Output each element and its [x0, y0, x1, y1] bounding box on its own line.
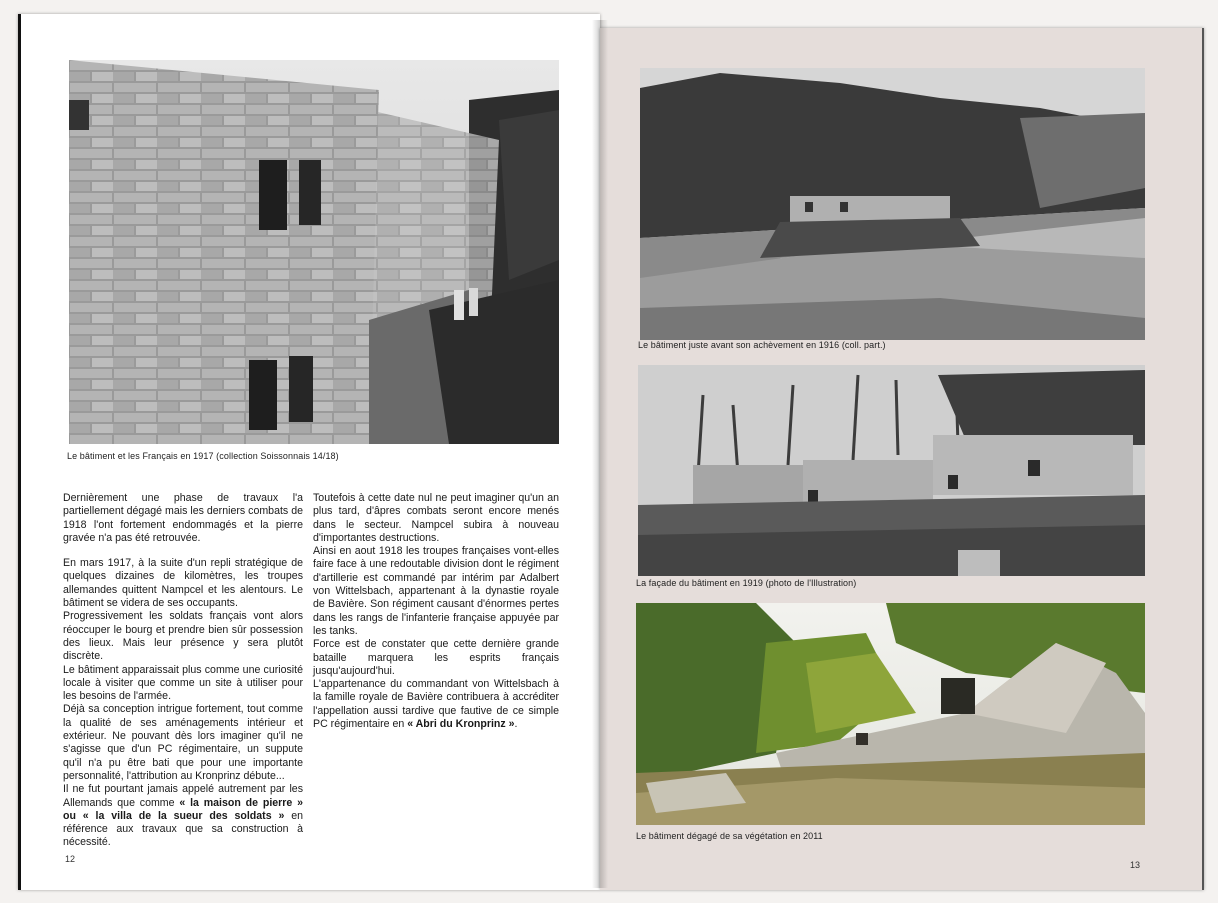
paragraph: Ainsi en aout 1918 les troupes françaises vont-elles faire face à une redoutable division dont le régiment d'artillerie est commandé par intérim par Adalbert von Wittelsbach, appartenant à la dynastie royale de Bavière. Son régiment causant d'énormes pertes dans les rangs de l'infanterie française appuyée par les tanks. — [313, 545, 559, 637]
paragraph: Déjà sa conception intrigue fortement, tout comme la qualité de ses aménagements intérieur et extérieur. Ne pouvant dès lors imaginer qu'il ne s'agisse que d'un PC régimentaire, un suppute qu'il n'a pu être bati que pour une importante personnalité, l'attribution au Kronprinz débute... — [63, 703, 303, 782]
photo-1919-caption: La façade du bâtiment en 1919 (photo de l'Illustration) — [636, 578, 857, 588]
text-run: . — [514, 718, 518, 731]
paragraph: Le bâtiment apparaissait plus comme une curiosité locale à visiter que comme un site à utiliser pour les besoins de l'armée. — [63, 663, 303, 703]
photo-1917-caption: Le bâtiment et les Français en 1917 (collection Soissonnais 14/18) — [67, 451, 339, 461]
photo-1919-facade — [638, 365, 1145, 576]
text-run: Il ne fut pourtant jamais appelé autrement par les Allemands que comme — [63, 783, 303, 809]
photo-2011-building-cleared — [636, 603, 1145, 825]
paragraph: Force est de constater que cette dernière grande bataille marquera les esprits français jusqu'aujourd'hui. — [313, 638, 559, 677]
text-run: L'appartenance du commandant von Wittelsbach à la famille royale de Bavière contribuera à accréditer l'appellation aussi tardive que fautive de ce simple PC régimentaire en — [313, 678, 559, 731]
paragraph: Dernièrement une phase de travaux l'a partiellement dégagé mais les derniers combats de 1918 l'ont fortement endommagés et la pierre gravée n'a pas été retrouvée. — [63, 492, 303, 544]
paragraph: Progressivement les soldats français vont alors réoccuper le bourg et prendre bien sûr possession des lieux. Mais leur présence y sera plutôt discrète. — [63, 610, 303, 663]
photo-2011-caption: Le bâtiment dégagé de sa végétation en 2011 — [636, 831, 823, 841]
text-run: en référence aux travaux que sa construction à nécessité. — [63, 809, 303, 849]
text-column-2 — [313, 492, 559, 731]
emphasis-text: « la maison de pierre » ou « la villa de la sueur des soldats » — [63, 796, 304, 822]
left-page — [18, 14, 600, 890]
right-page — [600, 28, 1204, 890]
paragraph: En mars 1917, à la suite d'un repli stratégique de quelques dizaines de kilomètres, les troupes allemandes quittent Nampcel et les alentours. Le bâtiment se videra de ses occupants. — [63, 557, 303, 610]
page-number-right: 13 — [1130, 860, 1141, 870]
emphasis-text: « Abri du Kronprinz » — [407, 718, 515, 731]
photo-1917-building-and-french — [69, 60, 559, 444]
text-column-1 — [63, 492, 303, 850]
page-number-left: 12 — [65, 854, 76, 864]
photo-1916-caption: Le bâtiment juste avant son achèvement en 1916 (coll. part.) — [638, 340, 886, 350]
photo-1916-building — [640, 68, 1145, 340]
paragraph — [313, 678, 559, 731]
paragraph: Toutefois à cette date nul ne peut imaginer qu'un an plus tard, d'âpres combats seront encore menés dans le secteur. Nampcel subira à nouveau d'importantes destructions. — [313, 492, 559, 544]
book-gutter — [592, 20, 608, 888]
paragraph — [63, 783, 303, 849]
